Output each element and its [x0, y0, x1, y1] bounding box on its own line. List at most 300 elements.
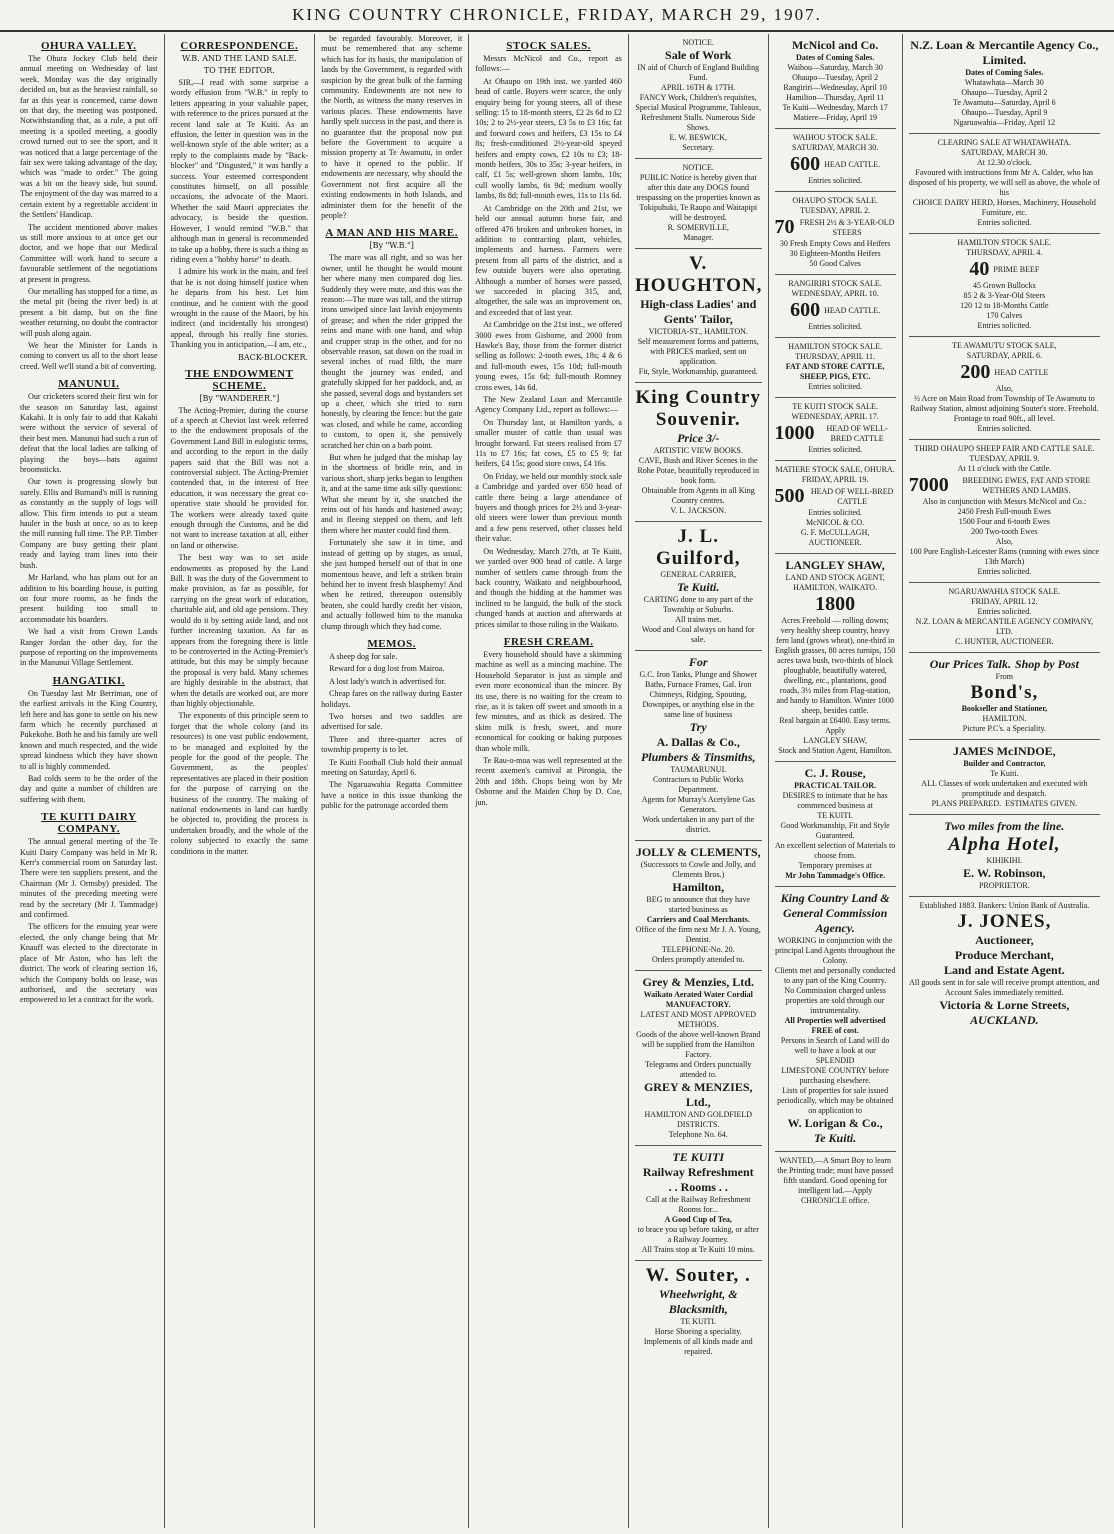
ad-name: LANGLEY SHAW, [785, 558, 885, 572]
sale-ohaupo-sheep-fair [909, 440, 1100, 583]
column-5 [629, 34, 769, 1528]
ad-text: PLANS PREPARED. [931, 799, 1002, 808]
sale-heading: NGARUAWAHIA STOCK SALE. [948, 587, 1061, 596]
ad-jolly-clements [635, 841, 762, 971]
lot-count: 7000 [908, 474, 949, 496]
memo-item: A sheep dog for sale. [329, 651, 398, 661]
article-paragraph: Our cricketers scored their first win for the season on Saturday last, against Kakahi. It is only fair to add that Kakahi were without the service of several of their best men. Manunui had such a run of defeat that the local ladies are talking of playing the boys—bats against broomsticks. [20, 392, 158, 475]
ad-title: Wheelwright, & Blacksmith, [658, 1287, 738, 1316]
ad-guilford-carrier [635, 522, 762, 651]
heading-manunui: MANUNUI. [58, 378, 120, 391]
ad-signature: Manager. [683, 233, 714, 242]
ad-text: Lists of properties for sale issued periodically, which may be obtained on application to [777, 1086, 894, 1115]
ad-text: Goods of the above well-known Brand will be supplied from the Hamilton Factory. [636, 1030, 761, 1059]
ad-langley-shaw [775, 554, 896, 762]
ad-title: . . Rooms . . [668, 1180, 728, 1194]
report-paragraph: The New Zealand Loan and Mercantile Agency Company Ltd., report as follows:— [475, 395, 622, 415]
ad-text: Obtainable from Agents in all King Country centres. [641, 486, 755, 505]
ad-text: Agents for Murray's Acetylene Gas Generators. [641, 795, 755, 814]
ad-souter-wheelwright [635, 1261, 762, 1362]
ad-dog-notice [635, 159, 762, 249]
ad-title: Plumbers & Tinsmiths, [640, 750, 756, 764]
ad-text: Also, [995, 537, 1013, 546]
ad-text: HAMILTON AND GOLDFIELD DISTRICTS. [644, 1110, 753, 1129]
lot-desc: 50 Good Calves [809, 259, 861, 268]
ad-place: HAMILTON. [982, 714, 1027, 723]
memo-item: Cheap fares on the railway during Easter holidays. [321, 689, 463, 709]
ad-title: PRACTICAL TAILOR. [794, 781, 877, 790]
ad-text: Also in conjunction with Messrs McNicol and Co.: [922, 497, 1087, 506]
ad-title: Land and Estate Agent. [944, 963, 1065, 977]
sale-heading: WAIHOU STOCK SALE. [792, 133, 878, 142]
sale-matiere [775, 461, 896, 554]
article-paragraph: But when he judged that the mishap lay in the shortness of bridle rein, and in various short, sharp jerks began to lengthen it, and at the same time ask silly questions: What she meant by it, she snatched the reins out of his hands and hastened away; and in fleeing stepped on them, and left them where her master could find them. [321, 453, 463, 535]
article-paragraph: On Tuesday last Mr Berriman, one of the earliest arrivals in the King Country, left here and has gone to settle on his new farm which he recently purchased at Pukekohe. Both he and his family are well known and much respected, and the wide spread kindness which they have shown to all is highly commended. [20, 688, 158, 771]
memo-item: A lost lady's watch is advertised for. [329, 676, 446, 686]
article-paragraph: Mr Harland, who has plans out for an addition to his boarding house, is putting on four more rooms, as he finds the present building too small to accommodate his boarders. [20, 573, 158, 624]
lot-desc: HEAD OF WELL-BRED CATTLE [810, 486, 894, 506]
sale-day: WEDNESDAY, APRIL 17. [791, 412, 879, 421]
lot-desc: 30 Fresh Empty Cows and Heifers [779, 239, 891, 248]
ad-signature: N.Z. LOAN & MERCANTILE AGENCY COMPANY, LTD. [915, 617, 1094, 636]
ad-telephone: Telephone No. 64. [668, 1130, 728, 1139]
report-paragraph: On Friday, we held our monthly stock sale a Cambridge and yarded over 650 head of cattle there being a large attendance of buyers and though prices for 2½ and 3-year-old steers were lower than previous month and a few pens reserved, other classes held their value. [475, 471, 622, 544]
ad-name: N.Z. Loan & Mercantile Agency Co., Limited. [910, 38, 1099, 67]
heading-te-kuiti-dairy: TE KUITI DAIRY COMPANY. [41, 811, 137, 836]
sale-day: WEDNESDAY, APRIL 10. [791, 289, 879, 298]
ad-wanted-boy [775, 1152, 896, 1211]
ad-title: Dates of Coming Sales. [965, 68, 1044, 77]
sale-time: At 12.30 o'clock. [976, 158, 1032, 167]
ad-text: Orders promptly attended to. [652, 955, 745, 964]
ad-text: FANCY Work, Children's requisites, Special Musical Programme, Tableaux, Refreshment Stalls. Numerous Side Shows. [635, 93, 762, 132]
ad-text: No Commission charged unless properties are sold through our instrumentality. [784, 986, 886, 1015]
byline: [By "W.B."] [369, 241, 414, 251]
ad-bonds-bookseller [909, 653, 1100, 740]
sale-heading: OHAUPO STOCK SALE. [792, 196, 878, 205]
ad-name: J. JONES, [957, 911, 1052, 932]
lot-desc: 120 12 to 18-Months Cattle [960, 301, 1049, 310]
heading-memos: MEMOS. [367, 637, 416, 650]
ad-text: Persons in Search of Land will do well to have a look at our SPLENDID [780, 1036, 890, 1065]
ad-telephone: TELEPHONE-No. 20. [661, 945, 735, 954]
article-paragraph: Fortunately she saw it in time, and instead of getting up by stages, as usual, she just humped herself out of that in one momentous heave, and left a striken brain behind her to invent fresh blasphemy! And when he retired, thereupon ostensibly beaten, she could hardly credit her vision, and actually followed him to the manuka clump through which they had come. [321, 538, 463, 631]
ad-name: V. HOUGHTON, [634, 253, 763, 296]
ad-text: 100 Pure English-Leicester Rams (running with ewes since 13th March) [909, 547, 1100, 566]
sale-date: Matiere—Friday, April 19 [793, 113, 877, 122]
ad-text: ARTISTIC VIEW BOOKS. [653, 446, 743, 455]
sale-time: At 11 o'clock with the Cattle. [957, 464, 1052, 473]
ad-place: TE KUITI. [817, 811, 853, 820]
ad-title: Dates of Coming Sales. [796, 53, 875, 62]
article-paragraph: The mare was all right, and so was her owner, until he thought he would mount her where many men compared dog lies. Suddenly they were mute, and this was the reason:—The mare was tall, and the stirrup irons unwiped since last lavish enjoyments of grease; and when the rider gripped the reins and mane with one hand, and whip and crupper strap in the other, and for no observable reason, sat down on the road in several inches of road filth, the mare thought the journey was ended, and gratefully skipped for her paddock, and, as she passed, several dogs and bystanders set up a cheer, which she tried to earn honestly, by clearing the fence: but the gate was closed, and while he came, according to custom, to open it, she pensively scratched her chin on a barb point. [321, 253, 463, 450]
ad-text: Our Prices Talk. [929, 657, 1011, 671]
ad-name: J. L. Guilford, [656, 526, 741, 569]
ad-title: Carriers and Coal Merchants. [646, 915, 750, 924]
ad-text: LATEST AND MOST APPROVED METHODS. [640, 1010, 756, 1029]
lot-desc: HEAD CATTLE [994, 367, 1049, 377]
sale-date: Te Kuiti—Wednesday, March 17 [782, 103, 888, 112]
ad-text: Established 1883. Bankers: Union Bank of Australia. [919, 901, 1090, 910]
sale-heading: HAMILTON STOCK SALE. [957, 238, 1052, 247]
ad-text: Shop by Post [1014, 657, 1079, 671]
sale-date: Te Awamutu—Saturday, April 6 [953, 98, 1056, 107]
article-paragraph: be regarded favourably. Moreover, it must be remembered that any scheme which has for its basis, the manipulation of lands by the Government, is regarded with suspicion by the great bulk of the farming community. Endowments are not new to the North, as witness the many reserves in various places. These endowments have hardly spelt success in the past, and there is no guarantee that the proposal now put before the Government to acquire a mission property at Te Awamutu, in order to have it opened to the public. If endowments are necessary, why should the Government not first acquire all the existing endowments in both Islands, and administer them for the benefit of the people? [321, 34, 463, 220]
ad-text: Real bargain at £6400. Easy terms. [779, 716, 891, 725]
ad-title: Produce Merchant, [954, 948, 1054, 962]
memo-item: Te Kuiti Football Club hold their annual meeting on Saturday, April 6. [321, 757, 463, 777]
sale-hamilton-nz [909, 234, 1100, 337]
article-paragraph: The Ohura Jockey Club held their annual meeting on Wednesday of last week. Monday was the day originally decided on, but as the heaviest rainfall, so far as this year is concerned, came down on that day, the meeting was postponed. Notwithstanding that, as a rule, a put off meeting is a spoiled meeting, a goodly crowd turned out to see the sport, and it was noticed that a large percentage of the fair sex were taking advantage of the day, which was "made to order." The going was a bit on the heavy side, but sound. The enjoyment of the day was marred to a certain extent by a regrettable accident in the Settlers' Handicap. [20, 54, 158, 220]
ad-cj-rouse [775, 762, 896, 887]
lot-count: 1000 [774, 422, 815, 444]
ad-name: Alpha Hotel, [948, 834, 1061, 855]
sale-date: Ohaupo—Tuesday, April 2 [961, 88, 1048, 97]
sale-date: Ohaupo—Tuesday, April 9 [961, 108, 1048, 117]
entries-note: Entries solicited. [977, 218, 1032, 227]
entries-note: Entries solicited. [977, 567, 1032, 576]
report-paragraph: At Cambridge on the 21st inst., we offered 3000 ewes from Gisborne, and 2000 from Hawke's Bay, those from the former district selling as follows: 2-tooth ewes, 18s; 4 & 6 and full-mouth ewes, 15s 10d; full-mouth young ewes, 15s 6d; full-mouth Romney cross ewes, 14s 6d. [475, 320, 622, 392]
sale-lot [909, 361, 1100, 384]
sale-lot [775, 153, 896, 176]
memo-item: Reward for a dog lost from Mairoa. [329, 664, 445, 674]
letter-paragraph: I admire his work in the main, and feel that he is not doing himself justice when he departs from his best. Let him continue, and be content with the good wrought in the cause of the Maori, by his indirect (and incidentally his strongest) appeal, through his really fine stories. Thanking you in anticipation,—I am, etc., [170, 267, 309, 350]
ad-title: Bookseller and Stationer, [961, 704, 1048, 713]
sale-lot [775, 593, 896, 616]
sale-day: SATURDAY, MARCH 30. [792, 143, 879, 152]
letter-signature: BACK-BLOCKER. [237, 352, 309, 362]
ad-name: JOLLY & CLEMENTS, [635, 845, 761, 859]
sale-heading: TE KUITI STOCK SALE. [792, 402, 878, 411]
newspaper-title: KING COUNTRY CHRONICLE, FRIDAY, MARCH 29, 1907. [292, 5, 822, 24]
ad-text: From [995, 672, 1014, 681]
ad-text: An excellent selection of Materials to choose from. [775, 841, 896, 860]
nz-loan-header [909, 34, 1100, 134]
ad-text: Work undertaken in any part of the district. [642, 815, 755, 834]
lot-desc: HEAD CATTLE. [824, 305, 881, 315]
entries-note: Entries solicited. [808, 176, 862, 185]
sale-heading: RANGIRIRI STOCK SALE. [788, 279, 882, 288]
ad-text: ½ Acre on Main Road from Township of Te Awamutu to Railway Station, almost adjoining Souter's store. Freehold. Frontage to road 90ft., all level. [910, 394, 1099, 423]
lot-desc: HEAD CATTLE. [824, 159, 881, 169]
ad-grey-menzies [635, 971, 762, 1146]
ad-text: to brace you up before taking, or after a Railway Journey. [637, 1225, 759, 1244]
sale-heading: THIRD OHAUPO SHEEP FAIR AND CATTLE SALE. [914, 444, 1095, 453]
ad-name: C. J. Rouse, [804, 766, 866, 780]
sale-te-awamutu [909, 337, 1100, 440]
ad-text: Implements of all kinds made and repaired. [643, 1337, 753, 1356]
lot-desc: FRESH 2½ & 3-YEAR-OLD STEERS [799, 217, 895, 237]
article-paragraph: The exponents of this principle seem to forget that the whole colony (and its resources) is one vast public endowment, to be managed and exploited by the people for the good of the people. The Government, as the peoples' representatives are placed in their position for the purpose of carrying on the business of the country. The making of national endowments in land can hardly be objected to, providing the process is undertaken broadly, and the whole of the colony subjected to exactly the same conditions in the matter. [170, 711, 309, 856]
sale-heading: MATIERE STOCK SALE, OHURA. [775, 465, 895, 474]
heading-endowment-scheme: THE ENDOWMENT SCHEME. [185, 367, 294, 392]
ad-title: Auctioneer, [975, 933, 1034, 947]
ad-title: A Good Cup of Tea, [664, 1215, 732, 1224]
article-paragraph: We had a visit from Crown Lands Ranger Jordan the other day, for the purpose of reporting on the improvements in the Manunui Village Settlement. [20, 627, 158, 668]
ad-title: Waikato Aerated Water Cordial MANUFACTORY. [643, 990, 753, 1009]
ad-text: All trains met. [675, 615, 722, 624]
sale-day: SATURDAY, APRIL 6. [966, 351, 1042, 360]
article-paragraph: Bad colds seem to be the order of the day and quite a number of children are suffering with them. [20, 774, 158, 804]
ad-place: Te Kuiti. [990, 769, 1019, 778]
ad-j-jones [909, 897, 1100, 1033]
lot-desc: HEAD OF WELL-BRED CATTLE [826, 423, 888, 443]
ad-text: Fit, Style, Workmanship, guaranteed. [638, 367, 758, 376]
memo-item: The Ngaruawahia Regatta Committee have a notice in this issue thanking the public for the patronage accorded them [321, 780, 463, 811]
ad-text: Mr John Tammadge's Office. [785, 871, 886, 880]
sale-date: Whatawhata—March 30 [964, 78, 1044, 87]
ad-text: Horse Shoeing a speciality. [654, 1327, 742, 1336]
sale-lot [909, 474, 1100, 497]
ad-title: Two miles from the line. [944, 819, 1065, 833]
memo-item: Two horses and two saddles are advertised for sale. [321, 711, 463, 732]
sale-day: TUESDAY, APRIL 9. [969, 454, 1040, 463]
lot-desc: 85 2 & 3-Year-Old Steers [963, 291, 1046, 300]
ad-label: Try [689, 720, 707, 734]
sale-hamilton [775, 338, 896, 398]
lot-desc: 200 Two-tooth Ewes [971, 527, 1038, 536]
letter-paragraph: SIR,—I read with some surprise a wordy effusion from "W.B." in reply to letters appearing in your valuable paper, with reference to the prices pursued at the recent land sale at Te Kuiti. As an effusion, the letter in question was in the well-known style of the able writer; as a reply to the complaints made by "Back-blocker" and "Disgusted," it was hardly a success. Your esteemed correspondent constitutes himself, on all possible occasions, the advocate of the Maori. Whether the said Maori appreciates the advocacy, is beside the question. However, I would remind "W.B." that although man in general is recommended to take up a hobby, there is such a thing as riding even a "hobby horse" to death. [170, 78, 309, 264]
ad-railway-refreshment [635, 1146, 762, 1261]
ad-text: CAVE, Bush and River Scenes in the Rohe Potae, beautifully reproduced in book form. [637, 456, 759, 485]
lot-desc: 45 Grown Bullocks [973, 281, 1036, 290]
ad-text: All Trains stop at Te Kuiti 10 mins. [641, 1245, 755, 1254]
ad-text: Also, [995, 384, 1013, 393]
ad-text: CHOICE DAIRY HERD, Horses, Machinery, Household Furniture, etc. [912, 198, 1096, 217]
sale-day: THURSDAY, APRIL 4. [966, 248, 1043, 257]
ad-place: Te Kuiti. [677, 580, 720, 594]
sale-day: FRIDAY, APRIL 12. [971, 597, 1038, 606]
lot-count: 70 [774, 216, 795, 238]
ad-text: Apply [825, 726, 846, 735]
ad-signature: McNICOL & CO. [806, 518, 865, 527]
lot-count: 40 [969, 258, 990, 280]
ad-title: Sale of Work [665, 48, 732, 62]
ad-label: NOTICE. [682, 163, 714, 172]
column-3 [315, 34, 469, 1528]
ad-text: Call at the Railway Refreshment Rooms for... [646, 1195, 751, 1214]
ad-place: TE KUITI [672, 1150, 725, 1164]
ad-signature: Secretary. [682, 143, 715, 152]
ad-souvenir-book [635, 383, 762, 522]
ad-title: High-class Ladies' and Gents' Tailor, [640, 297, 757, 326]
ad-name: JAMES McINDOE, [953, 744, 1056, 758]
ad-text: CARTING done to any part of the Township or Suburbs. [643, 595, 753, 614]
ad-signature: E. W. BESWICK, [669, 133, 728, 142]
article-paragraph: The Acting-Premier, during the course of a speech at Cheviot last week referred to the the endowment proposals of the Government Land Bill in eulogistic terms, and according to the report in the daily papers said that the Bill was not a controversial subject. The Acting-Premier contended that, in the interest of free education, it was necessary the great co-operative state should be provided for. The workers were already taxed quite enough through the Customs, and he did not want to increase taxation at all, either on land or otherwise. [170, 405, 309, 550]
ad-text: PROPRIETOR. [978, 881, 1030, 890]
ad-name: Bond's, [970, 682, 1039, 703]
lot-desc: BREEDING EWES, FAT AND STORE WETHERS AND LAMBS. [962, 475, 1091, 495]
ad-text: Favoured with instructions from Mr A. Calder, who has disposed of his property, we will sell as above, the whole of his [908, 168, 1100, 197]
article-paragraph: We hear the Minister for Lands is coming to convert us all to the short lease creed. Well we'll stand a bit of converting. [20, 340, 158, 371]
sale-lot [775, 422, 896, 445]
lot-count: 1800 [815, 593, 856, 615]
page-columns [14, 34, 1106, 1528]
entries-note: Entries solicited. [808, 322, 862, 331]
heading-man-and-mare: A MAN AND HIS MARE. [325, 227, 459, 240]
entries-note: Entries solicited. [977, 321, 1032, 330]
ad-text: WORKING in conjunction with the principal Land Agents throughout the Colony. [775, 936, 896, 965]
heading-stock-sales: STOCK SALES. [506, 40, 591, 52]
salutation: TO THE EDITOR. [203, 66, 275, 75]
report-paragraph: At Ohaupo on 19th inst. we yarded 460 head of cattle. Buyers were scarce, the only enquiry being for young steers, all of these selling: 15 to 18-month steers, £2 2s 6d to £2 10s; 2 to 2½-year steers, £3 5s to £3 16s; fat and forward cows and heifers, £3 15s to £4 8s; fresh-conditioned 2½-year-old speyed heifers and empty cows, £2 10s to £3; 18-month heifers, 30s to 35s; 3-year heifers, in calf, £1 5s; well-grown shorn lambs, 10s; cull woolly lambs, 6s 9d; medium woolly lambs, 8s 8d; full-mouth ewes, 11s to 11s 6d. [475, 76, 622, 201]
ad-text: G.C. Iron Tanks, Plunge and Shower Baths, Furnace Frames, Gal. Iron Chimneys, Ridging, Spouting, Downpipes, or anything else in the same line of business [639, 670, 757, 719]
sale-rangiriri [775, 275, 896, 338]
ad-text: All goods sent in for sale will receive prompt attention, and Account Sales immediately remitted. [909, 978, 1100, 997]
ad-signature: R. SOMERVILLE, [667, 223, 729, 232]
sale-te-kuiti [775, 398, 896, 461]
ad-name: Grey & Menzies, Ltd. [642, 975, 754, 989]
sale-heading: CLEARING SALE AT WHATAWHATA. [937, 138, 1072, 147]
ad-land-agency [775, 887, 896, 1152]
article-paragraph: Te Rau-o-moa was well represented at the recent axemen's carnival at Pirongia, the 20th and 18th. Chops being won by Mr Osborne and the Maiden Chop by D. Coe, jun. [475, 756, 622, 807]
entries-note: Entries solicited. [808, 382, 862, 391]
ad-signature: Stock and Station Agent, Hamilton. [778, 746, 893, 755]
article-paragraph: The annual general meeting of the Te Kuiti Dairy Company was held in Mr R. Kerr's commercial room on Saturday last. There were ten suppliers present, and the Chairman (Mr J. Ormsby) presided. The minutes of the preceding meeting were read by the secretary (Mr J. Tammadge) and confirmed. [20, 837, 158, 920]
lot-desc: 1500 Four and 6-tooth Ewes [958, 517, 1050, 526]
ad-text: IN aid of Church of England Building Fund. [637, 63, 760, 82]
ad-title: GENERAL CARRIER, [660, 570, 737, 579]
heading-hangatiki: HANGATIKI. [52, 674, 125, 687]
ad-text: All Properties well advertised FREE of cost. [784, 1016, 886, 1035]
ad-text: Good Workmanship, Fit and Style Guaranteed. [780, 821, 890, 840]
sale-date: Waihou—Saturday, March 30 [787, 63, 883, 72]
sale-day: SATURDAY, MARCH 30. [961, 148, 1048, 157]
ad-name: King Country Souvenir. [635, 387, 761, 430]
ad-price: Price 3/- [677, 431, 720, 445]
column-4 [469, 34, 629, 1528]
article-paragraph: The best way was to set aside endowments as proposed by the Land Bill. It was the duty of the Government to make provision, as far as possible, for carrying on the great work of education, charitable aid, and old age pensions. They would do it by setting aside land, and not further increasing taxation. As far as appears from the foregoing there is little to be controverted in the Acting-Premier's attitude, but this may be simply because the proposal is very bald. Many schemes are highly desirable in the abstract, that when the details are worked out, are more than highly objectionable. [170, 553, 309, 708]
ad-text: LIMESTONE COUNTRY before purchasing elsewhere. [781, 1066, 889, 1085]
sale-lot [775, 299, 896, 322]
report-paragraph: On Wednesday, March 27th, at Te Kuiti, we yarded over 900 head of cattle. A large number of settlers came through from the back country, Waikato and neighbourhood, and though the bidding at the hammer was inclined to be languid, the bulk of the stock changed hands at auction and afterwards at prices similar to those ruling in the Waikato. [475, 546, 622, 629]
sale-date: Ngaruawahia—Friday, April 12 [953, 118, 1056, 127]
ad-label: For [688, 655, 708, 669]
ad-place: AUCKLAND. [970, 1013, 1039, 1027]
ad-address: Victoria & Lorne Streets, [939, 998, 1070, 1012]
sale-day: THURSDAY, APRIL 11. [795, 352, 876, 361]
mcnicol-header [775, 34, 896, 129]
article-paragraph: Our town is progressing slowly but surely. Ellis and Burnand's mill is running as constantly as the supply of logs will allow. This firm intends to put a steam hauler in the bush at once, so as to keep the mill running full time. The P.P. Timber Company are busy getting their plant ready and laying tram lines into their bush. [20, 477, 158, 570]
lot-desc: FAT AND STORE CATTLE, SHEEP, PIGS, ETC. [785, 362, 885, 381]
ad-text: Contractors to Public Works Department. [652, 775, 744, 794]
lot-desc: 170 Calves [986, 311, 1023, 320]
sale-lot [775, 216, 896, 239]
ad-place: KIHIKIHI. [986, 856, 1023, 865]
ad-text: PUBLIC Notice is hereby given that after this date any DOGS found trespassing on the properties known as Tokipuhuki, Te Raupo and Waitapipi will be destroyed. [636, 173, 761, 222]
ad-text: DESIRES to intimate that he has commenced business at [782, 791, 888, 810]
lot-desc: PRIME BEEF [993, 264, 1040, 274]
ad-slogan [909, 657, 1100, 672]
report-paragraph: At Cambridge on the 20th and 21st, we held our annual autumn horse fair, and offered 476 broken and unbroken horses, in addition to contracting plant, vehicles, implements and harness. Farmers were present from all parts of the district, and a few outside buyers were also operating. Although a number of horses were passed, we succeeded in placing 315, and, altogether, the sale was an improvement on, and exceeded that of last year. [475, 203, 622, 317]
entries-note: Entries solicited. [977, 424, 1032, 433]
ad-title: King Country Land & General Commission Agency. [780, 891, 890, 935]
article-paragraph: Every household should have a skimming machine as well as a mincing machine. The Household Separator is just as simple and even more economical than the mincer. By its use, there is no waiting for the cream to rise, as it is taken off sweet and smooth in a few minutes, and as thick as desired. The skim milk is fresh, sweet, and more economical for cooking or baking purposes than whole milk. [475, 649, 622, 753]
lot-count: 500 [774, 485, 805, 507]
report-paragraph: Messrs McNicol and Co., report as follows:— [475, 54, 622, 74]
memo-item: Three and three-quarter acres of township property is to let. [321, 734, 463, 755]
heading-ohura-valley: OHURA VALLEY. [40, 40, 137, 52]
ad-text: WANTED,—A Smart Boy to learn the Printing trade; must have passed fifth standard. Good opening for intelligent lad.—Apply CHRONICLE office. [777, 1156, 893, 1205]
lot-count: 200 [960, 361, 991, 383]
heading-correspondence: CORRESPONDENCE. [180, 40, 299, 52]
ad-name: W. Lorigan & Co., [787, 1116, 883, 1130]
ad-text: Clients met and personally conducted to any part of the King Country. [774, 966, 896, 985]
lot-desc: 30 Eighteen-Months Heifers [789, 249, 881, 258]
sale-lot [775, 485, 896, 508]
heading-fresh-cream: FRESH CREAM. [503, 635, 594, 648]
report-paragraph: On Thursday last, at Hamilton yards, a smaller muster of cattle than usual was brought forward. Fat steers realised from £7 11s to £7 16s; fat cows, £5 to £5 9; fat heifers, £4 15s; good store cows, £4 16s. [475, 417, 622, 469]
sale-waihou [775, 129, 896, 192]
ad-name: McNicol and Co. [791, 38, 879, 52]
ad-place: Hamilton, [672, 880, 725, 894]
subheading: W.B. AND THE LAND SALE. [181, 54, 297, 63]
ad-name: A. Dallas & Co., [656, 735, 740, 749]
ad-dallas-plumbers [635, 651, 762, 841]
ad-houghton-tailor [635, 249, 762, 383]
ad-title: Railway Refreshment [642, 1165, 754, 1179]
ad-signature: LANGLEY SHAW, [803, 736, 867, 745]
byline: [By "WANDERER."] [199, 393, 280, 403]
ad-address: VICTORIA-ST., HAMILTON. [648, 327, 748, 336]
column-7 [903, 34, 1106, 1528]
ad-text: Self measurement forms and patterns, with PRICES marked, sent on application. [637, 337, 759, 366]
lot-count: 600 [790, 299, 821, 321]
lot-count: 600 [790, 153, 821, 175]
article-paragraph: The officers for the ensuing year were elected, the only change being that Mr Knauff was elected to the directorate in place of Mr Aston, who has left the district. The work of clearing section 16, which the Company holds on lease, was authorised, and the secretary was empowered to let a contract for the work. [20, 922, 158, 1005]
ad-text: APRIL 16TH & 17TH. [661, 83, 736, 92]
ad-mcindoe-builder [909, 740, 1100, 815]
ad-signature: V. L. JACKSON. [670, 506, 727, 515]
masthead [0, 0, 1114, 32]
entries-note: Entries solicited. [977, 607, 1032, 616]
ad-text: Picture P.C's. a Speciality. [962, 724, 1046, 733]
ad-name: W. Souter, . [645, 1265, 751, 1286]
sale-date: Ohaupo—Tuesday, April 2 [792, 73, 879, 82]
sale-ngaruawahia [909, 583, 1100, 653]
column-2 [165, 34, 316, 1528]
sale-lot [909, 258, 1100, 281]
ad-title: Builder and Contractor, [963, 759, 1046, 768]
sale-whatawhata [909, 134, 1100, 234]
ad-proprietor: E. W. Robinson, [963, 866, 1046, 880]
ad-label: NOTICE. [682, 38, 714, 47]
ad-name: GREY & MENZIES, Ltd., [643, 1080, 753, 1109]
entries-note: Entries solicited. [808, 508, 862, 517]
ad-footer [909, 799, 1100, 809]
sale-day: TUESDAY, APRIL 2. [800, 206, 871, 215]
article-paragraph: The accident mentioned above makes us still more anxious to at once get our doctor, and we hope that our Medical Committee will work hand to secure a favourable settlement of the negotiations at present in progress. [20, 222, 158, 284]
ad-signature: C. HUNTER, AUCTIONEER. [955, 637, 1054, 646]
ad-place: TAUMARUNUI. [670, 765, 727, 774]
sale-day: FRIDAY, APRIL 19. [801, 475, 869, 484]
ad-text: Office of the firm next Mr J. A. Young, Dentist. [635, 925, 761, 944]
ad-alpha-hotel [909, 815, 1100, 897]
column-1 [14, 34, 165, 1528]
ad-text: Temporary premises at [798, 861, 872, 870]
entries-note: Entries solicited. [808, 445, 862, 454]
article-paragraph: Our metalling has stopped for a time, as the metal pit (being the river bed) is at present a bit damp, but on the fine weather returning, no doubt the contractor will push along again. [20, 286, 158, 338]
ad-text: BEG to announce that they have started business as [646, 895, 751, 914]
column-6 [769, 34, 903, 1528]
ad-title: LAND AND STOCK AGENT, HAMILTON, WAIKATO. [785, 573, 885, 592]
sale-heading: TE AWAMUTU STOCK SALE, [952, 341, 1057, 350]
ad-text: Acres Freehold — rolling downs; very healthy sheep country, heavy fern land (grows wheat), one-third in English grasses, 80 acres turnips, 150 acres tawa bush, two-thirds of block ploughable, beautifully watered, dwelling, etc., plantations, good roads, 3½ miles from Flag-station, and handy to Hamilton. Winter 1000 sheep, besides cattle. [775, 616, 896, 715]
ad-signature: G. F. McCULLAGH, AUCTIONEER. [800, 528, 870, 547]
sale-date: Hamilton—Thursday, April 11 [786, 93, 885, 102]
sale-heading: HAMILTON STOCK SALE. [788, 342, 883, 351]
